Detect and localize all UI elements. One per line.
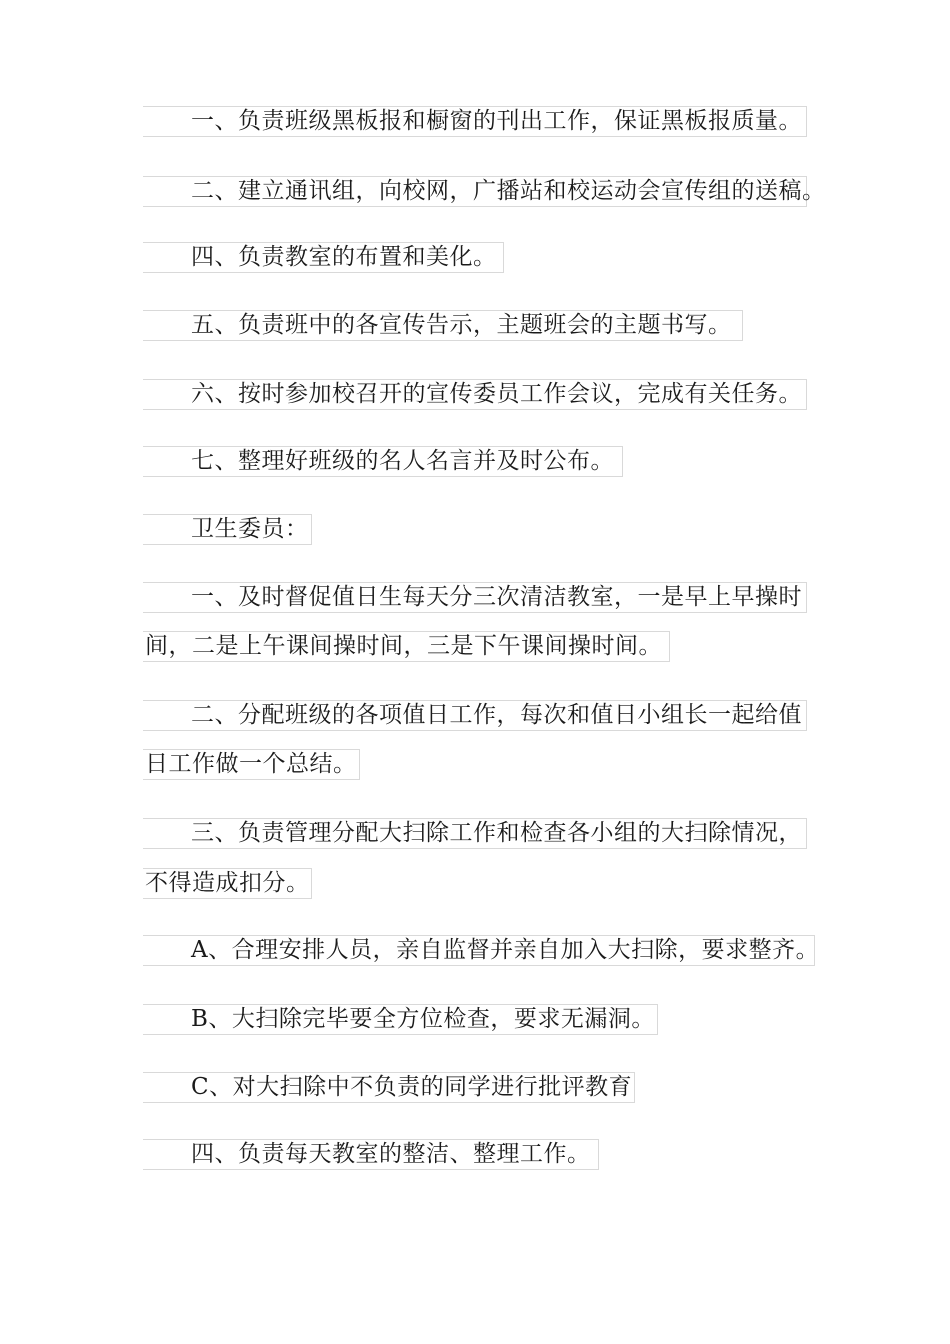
- text-line-17: 四、负责每天教室的整洁、整理工作。: [143, 1139, 599, 1170]
- text-line-2: 二、建立通讯组，向校网，广播站和校运动会宣传组的送稿。: [143, 176, 807, 207]
- text-line-11: 日工作做一个总结。: [143, 749, 360, 780]
- text-line-10: 二、分配班级的各项值日工作，每次和值日小组长一起给值: [143, 700, 807, 731]
- text-line-1: 一、负责班级黑板报和橱窗的刊出工作，保证黑板报质量。: [143, 106, 807, 137]
- text-line-15: B、大扫除完毕要全方位检查，要求无漏洞。: [143, 1004, 658, 1035]
- text-line-16: C、对大扫除中不负责的同学进行批评教育: [143, 1072, 635, 1103]
- section-heading-health: 卫生委员：: [143, 514, 312, 545]
- text-line-6: 七、整理好班级的名人名言并及时公布。: [143, 446, 623, 477]
- text-line-12: 三、负责管理分配大扫除工作和检查各小组的大扫除情况，: [143, 818, 807, 849]
- text-line-8: 一、及时督促值日生每天分三次清洁教室，一是早上早操时: [143, 582, 807, 613]
- text-line-4: 五、负责班中的各宣传告示，主题班会的主题书写。: [143, 310, 743, 341]
- text-line-9: 间，二是上午课间操时间，三是下午课间操时间。: [143, 631, 670, 662]
- text-line-14: A、合理安排人员，亲自监督并亲自加入大扫除，要求整齐。: [143, 935, 815, 966]
- text-line-13: 不得造成扣分。: [143, 868, 312, 899]
- text-line-3: 四、负责教室的布置和美化。: [143, 242, 504, 273]
- text-line-5: 六、按时参加校召开的宣传委员工作会议，完成有关任务。: [143, 379, 807, 410]
